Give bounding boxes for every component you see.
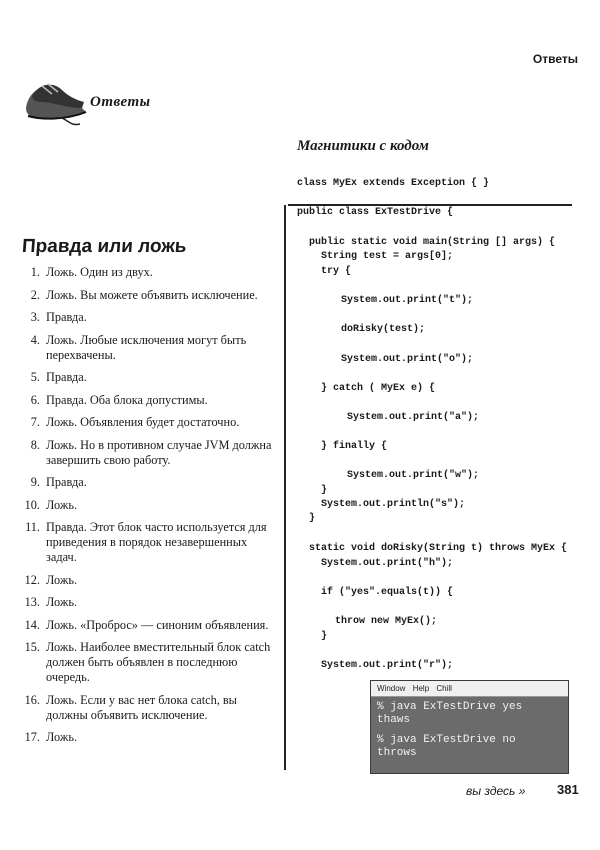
list-item: 5. Правда. (30, 370, 87, 384)
list-item: 16. Ложь. Если у вас нет блока catch, вы должны объявить исключение. (24, 692, 237, 722)
code-line: } (309, 513, 316, 524)
logo-text: Ответы (90, 94, 151, 110)
code-line: } finally { (321, 441, 388, 452)
terminal-line: % java ExTestDrive no (377, 734, 516, 746)
true-false-heading: Правда или ложь (21, 236, 188, 257)
magnets-heading: Магнитики с кодом (297, 138, 429, 154)
list-item: 9. Правда. (30, 475, 87, 489)
code-line: throw new MyEx(); (335, 616, 438, 627)
code-line: } catch ( MyEx e) { (321, 383, 436, 394)
list-item: 4. Ложь. Любые исключения могут быть перехвачены. (30, 332, 247, 362)
code-line: System.out.print("w"); (347, 470, 480, 481)
section-label: Ответы (532, 52, 578, 66)
terminal-line: thaws (377, 714, 411, 726)
code-line: } (321, 631, 328, 642)
terminal-line: throws (377, 747, 417, 759)
list-item: 11. Правда. Этот блок часто используется для приведения в порядок незавершенных задач. (25, 520, 267, 564)
divider (284, 205, 286, 770)
menu-item-window: Window (377, 684, 406, 693)
list-item: 1. Ложь. Один из двух. (30, 265, 153, 279)
code-line: } (321, 485, 328, 496)
code-line: static void doRisky(String t) throws MyEx { (309, 543, 568, 554)
list-item: 6. Правда. Оба блока допустимы. (30, 392, 208, 407)
code-line: public static void main(String [] args) { (309, 237, 556, 248)
code-line: System.out.print("o"); (341, 354, 474, 365)
code-line: if ("yes".equals(t)) { (321, 587, 454, 598)
divider (288, 204, 572, 206)
code-line: public class ExTestDrive { (297, 207, 454, 218)
list-item: 2. Ложь. Вы можете объявить исключение. (30, 287, 258, 302)
list-item: 17. Ложь. (24, 730, 78, 744)
list-item: 8. Ложь. Но в противном случае JVM должна завершить свою работу. (30, 437, 272, 467)
terminal-menu-bar (371, 681, 568, 697)
you-are-here-label: вы здесь » (466, 784, 526, 798)
menu-item-chill: Chill (436, 684, 452, 693)
page-number: 381 (557, 782, 579, 797)
list-item: 12. Ложь. (24, 572, 78, 587)
code-line: try { (321, 266, 352, 277)
code-line: System.out.println("s"); (321, 499, 466, 510)
code-line: System.out.print("t"); (341, 295, 474, 306)
terminal-line: % java ExTestDrive yes (377, 701, 523, 713)
answers-list (22, 265, 280, 753)
list-item: 13. Ложь. (24, 595, 78, 609)
code-line: class MyEx extends Exception { } (297, 178, 490, 189)
code-line: System.out.print("r"); (321, 660, 454, 671)
code-line: doRisky(test); (341, 324, 426, 335)
list-item: 15. Ложь. Наиболее вместительный блок catch должен быть объявлен в последнюю очередь. (24, 640, 271, 684)
terminal-output (371, 697, 568, 764)
terminal-window (370, 680, 569, 774)
list-item: 10. Ложь. (24, 497, 78, 512)
list-item: 3. Правда. (30, 310, 87, 324)
code-line: System.out.print("h"); (321, 558, 454, 569)
list-item: 14. Ложь. «Проброс» — синоним объявления. (24, 617, 269, 632)
list-item: 7. Ложь. Объявления будет достаточно. (30, 415, 240, 429)
menu-item-help: Help (412, 684, 430, 693)
code-line: String test = args[0]; (321, 251, 454, 262)
code-line: System.out.print("a"); (347, 412, 480, 423)
